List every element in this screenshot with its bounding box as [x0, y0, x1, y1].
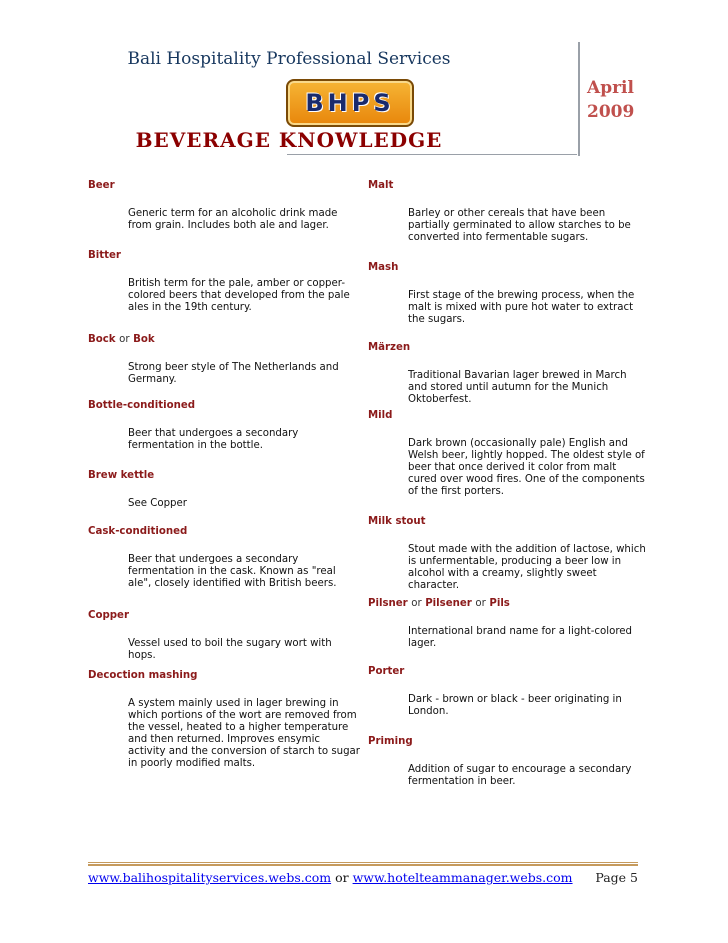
glossary-definition: Vessel used to boil the sugary wort with hops. — [128, 638, 332, 661]
issue-year: 2009 — [587, 102, 635, 122]
glossary-term — [368, 180, 646, 192]
footer-rule-thick — [88, 864, 638, 866]
term-separator: or — [119, 334, 130, 345]
glossary-definition: Strong beer style of The Netherlands and Germany. — [128, 362, 339, 385]
glossary-term — [368, 342, 646, 354]
glossary-term — [88, 180, 360, 192]
term-word: Pilsener — [425, 598, 472, 609]
glossary-definition: Dark - brown or black - beer originating in London. — [408, 694, 622, 717]
term-word: Copper — [88, 610, 129, 621]
footer-or: or — [335, 870, 349, 885]
page-footer — [88, 870, 638, 885]
glossary-term — [88, 250, 360, 262]
glossary-term — [368, 410, 646, 422]
glossary-term — [368, 666, 646, 678]
glossary-entry — [368, 736, 646, 788]
glossary-term — [368, 516, 646, 528]
glossary-term — [88, 470, 360, 482]
term-word: Cask-conditioned — [88, 526, 188, 537]
term-word: Mash — [368, 262, 399, 273]
term-word: Bottle-conditioned — [88, 400, 196, 411]
footer-link-hotel[interactable]: www.hotelteammanager.webs.com — [352, 870, 573, 885]
term-word: Bitter — [88, 250, 121, 261]
glossary-entry — [368, 666, 646, 718]
glossary-definition: Traditional Bavarian lager brewed in March and stored until autumn for the Munich Oktoberfest. — [408, 370, 627, 405]
glossary-entry — [368, 410, 646, 498]
glossary-definition: Dark brown (occasionally pale) English and Welsh beer, lightly hopped. The oldest style of beer that once derived it color from malt cured over wood fires. One of the components of the first porters. — [408, 438, 645, 497]
company-name: Bali Hospitality Professional Services — [127, 49, 451, 69]
glossary-definition: A system mainly used in lager brewing in which portions of the wort are removed from the vessel, heated to a higher temperature and then returned. Improves ensymic activity and the conversion of starch to sugar in poorly modified malts. — [128, 698, 360, 769]
bhps-logo — [286, 79, 414, 127]
glossary-term — [368, 262, 646, 274]
term-word: Bok — [133, 334, 155, 345]
glossary-entry — [368, 262, 646, 326]
glossary-definition: First stage of the brewing process, when the malt is mixed with pure hot water to extract the sugars. — [408, 290, 635, 325]
glossary-definition: Beer that undergoes a secondary fermentation in the bottle. — [128, 428, 299, 451]
page-number: Page 5 — [595, 870, 638, 885]
glossary-definition: Stout made with the addition of lactose, which is unfermentable, producing a beer low in alcohol with a creamy, slightly sweet character. — [408, 544, 646, 591]
term-word: Malt — [368, 180, 394, 191]
glossary-term — [368, 598, 646, 610]
term-word: Märzen — [368, 342, 411, 353]
glossary-term — [88, 400, 360, 412]
glossary-entry — [88, 670, 360, 770]
glossary-definition: International brand name for a light-colored lager. — [408, 626, 633, 649]
glossary-entry — [368, 598, 646, 650]
glossary-entry — [88, 180, 360, 232]
glossary-definition: Barley or other cereals that have been partially germinated to allow starches to be converted into fermentable sugars. — [408, 208, 631, 243]
glossary-entry — [368, 342, 646, 406]
glossary-entry — [88, 250, 360, 314]
title-underline — [287, 154, 577, 155]
term-word: Beer — [88, 180, 115, 191]
footer-link-bali[interactable]: www.balihospitalityservices.webs.com — [88, 870, 332, 885]
glossary-term — [88, 334, 360, 346]
issue-date — [587, 76, 634, 124]
glossary-entry — [88, 526, 360, 590]
glossary-entry — [88, 610, 360, 662]
section-title: BEVERAGE KNOWLEDGE — [135, 128, 443, 152]
glossary-entry — [88, 334, 360, 386]
logo-text: BHPS — [305, 89, 395, 117]
term-separator: or — [411, 598, 422, 609]
glossary-entry — [368, 180, 646, 244]
term-word: Pilsner — [368, 598, 408, 609]
glossary-entry — [368, 516, 646, 592]
glossary-entry — [88, 400, 360, 452]
header-divider — [578, 42, 580, 156]
term-word: Milk stout — [368, 516, 426, 527]
term-word: Bock — [88, 334, 116, 345]
glossary-entry — [88, 470, 360, 510]
footer-rule-thin — [88, 862, 638, 863]
term-word: Brew kettle — [88, 470, 155, 481]
term-word: Pils — [489, 598, 510, 609]
glossary-term — [88, 610, 360, 622]
issue-month: April — [587, 78, 634, 98]
glossary-definition: Beer that undergoes a secondary fermentation in the cask. Known as "real ale", closely identified with British beers. — [128, 554, 337, 589]
glossary-term — [368, 736, 646, 748]
term-word: Priming — [368, 736, 413, 747]
term-separator: or — [475, 598, 486, 609]
glossary-term — [88, 526, 360, 538]
term-word: Mild — [368, 410, 393, 421]
glossary-definition: Generic term for an alcoholic drink made from grain. Includes both ale and lager. — [128, 208, 338, 231]
glossary-definition: Addition of sugar to encourage a secondary fermentation in beer. — [408, 764, 632, 787]
glossary-definition: See Copper — [128, 498, 187, 509]
term-word: Decoction mashing — [88, 670, 198, 681]
term-word: Porter — [368, 666, 405, 677]
glossary-term — [88, 670, 360, 682]
glossary-definition: British term for the pale, amber or copper-colored beers that developed from the pale ales in the 19th century. — [128, 278, 350, 313]
